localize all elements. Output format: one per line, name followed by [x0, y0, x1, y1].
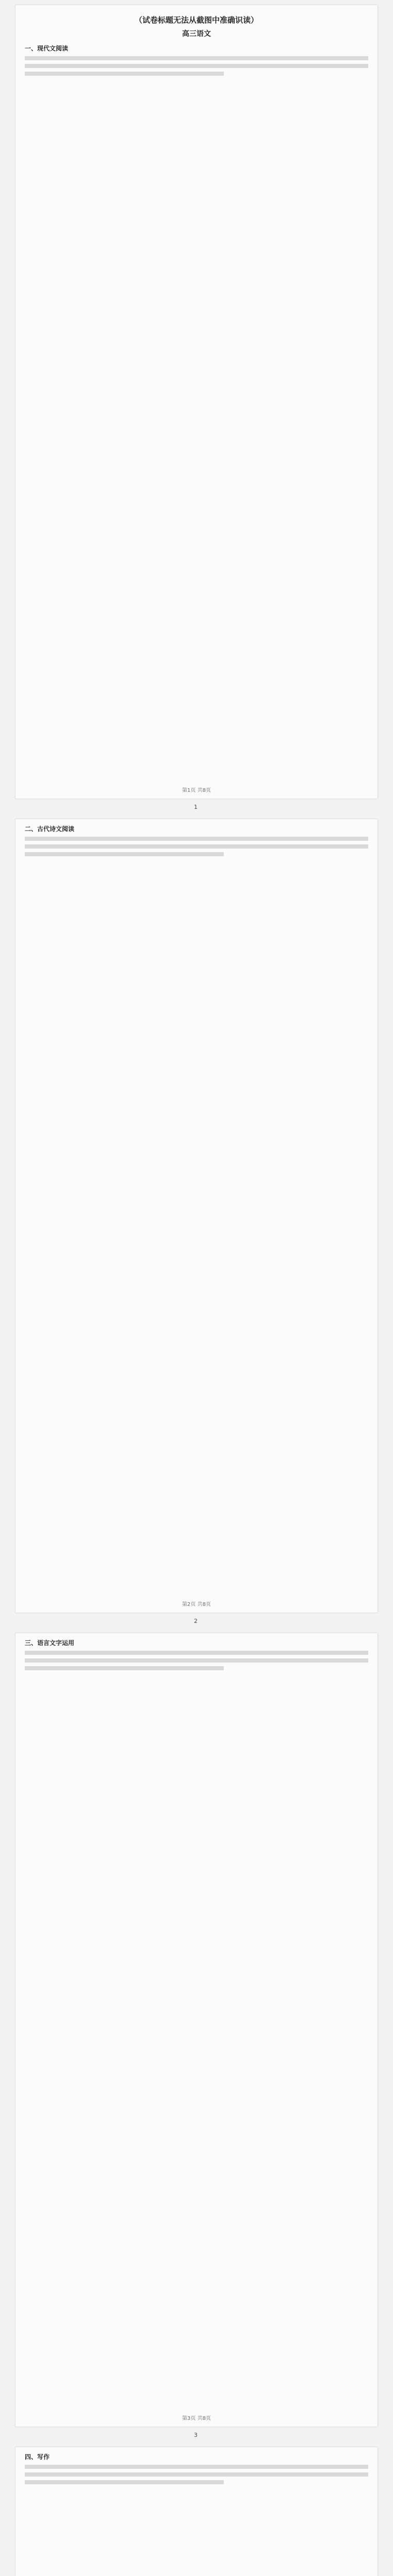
section-heading: 二、古代诗文阅读 — [25, 825, 75, 833]
text-line — [25, 837, 368, 841]
page-footer: 第2页 共8页 — [182, 1602, 211, 1607]
exam-page-4 — [15, 2447, 378, 2576]
text-line — [25, 1658, 368, 1663]
page-number: 2 — [194, 1618, 198, 1624]
text-line — [25, 852, 224, 856]
exam-subject: 高三语文 — [182, 30, 211, 38]
exam-page-1 — [15, 5, 378, 799]
text-line — [25, 1666, 224, 1670]
page-footer: 第3页 共8页 — [182, 2416, 211, 2421]
section-heading: 四、写作 — [25, 2453, 50, 2461]
exam-title: （试卷标题无法从截图中准确识读） — [134, 15, 258, 25]
text-line — [25, 1651, 368, 1655]
text-line — [25, 2465, 368, 2469]
page-number: 1 — [194, 804, 198, 810]
text-line — [25, 2472, 368, 2477]
section-heading: 三、语言文字运用 — [25, 1639, 75, 1647]
page-footer: 第1页 共8页 — [182, 788, 211, 793]
section-heading: 一、现代文阅读 — [25, 45, 69, 52]
text-line — [25, 2480, 224, 2484]
exam-page-2 — [15, 819, 378, 1613]
page-number: 3 — [194, 2432, 198, 2438]
text-line — [25, 844, 368, 849]
text-line — [25, 72, 224, 76]
exam-page-3 — [15, 1633, 378, 2427]
text-line — [25, 56, 368, 60]
text-line — [25, 64, 368, 68]
